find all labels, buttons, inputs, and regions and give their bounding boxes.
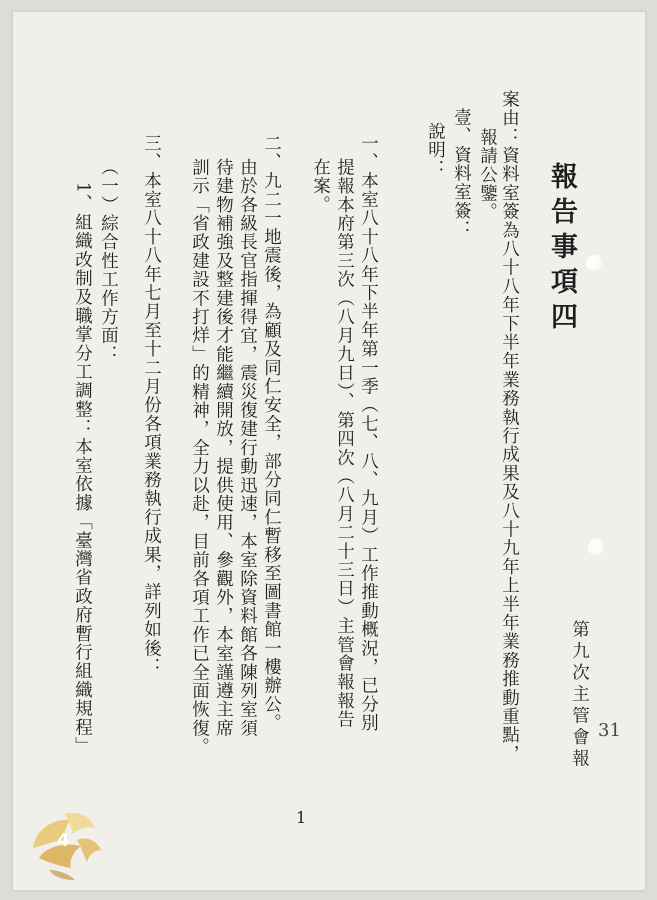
text-column-13: （一）綜合性工作方面： bbox=[98, 158, 119, 364]
text-column-12: 三、本室八十八年七月至十二月份各項業務執行成果，詳列如後： bbox=[141, 134, 162, 677]
text-column-14: 1、組織改制及職掌分工調整：本室依據「臺灣省政府暫行組織規程」 bbox=[72, 182, 93, 756]
text-column-7: 在案。 bbox=[310, 158, 331, 215]
punch-hole-bottom bbox=[586, 537, 605, 556]
stamped-page-number: 31 bbox=[598, 720, 621, 741]
text-column-4: 說明： bbox=[425, 122, 446, 179]
text-column-3: 壹、資料室簽： bbox=[451, 108, 472, 239]
text-column-1: 案由：資料室簽為八十八年下半年業務執行成果及八十九年上半年業務推動重點， bbox=[499, 90, 520, 764]
text-column-5: 一、本室八十八年下半年第一季（七、八、九月）工作推動概況，已分別 bbox=[358, 134, 379, 733]
text-column-11: 訓示「省政建設不打烊」的精神，全力以赴，目前各項工作已全面恢復。 bbox=[189, 158, 210, 757]
punch-hole-top bbox=[584, 253, 603, 272]
text-column-10: 待建物補強及整建後才能繼續開放，提供使用、參觀外，本室謹遵主席 bbox=[213, 158, 234, 738]
footer-page-number: 1 bbox=[296, 808, 307, 827]
meeting-label: 第九次主管會報 bbox=[569, 620, 590, 771]
text-column-6: 提報本府第三次（八月九日）、第四次（八月二十三日）主管會報報告 bbox=[334, 158, 355, 729]
text-column-9: 由於各級長官指揮得宜，震災復建行動迅速，本室除資料館各陳列室須 bbox=[237, 158, 258, 738]
logo-mark: 4 bbox=[57, 830, 70, 851]
document-page bbox=[13, 12, 645, 890]
archive-logo-icon bbox=[25, 800, 111, 884]
text-column-2: 報請公鑒。 bbox=[477, 128, 498, 222]
text-column-8: 二、九二一地震後，為顧及同仁安全，部分同仁暫移至圖書館一樓辦公。 bbox=[261, 134, 282, 733]
report-title: 報告事項四 bbox=[546, 162, 577, 337]
